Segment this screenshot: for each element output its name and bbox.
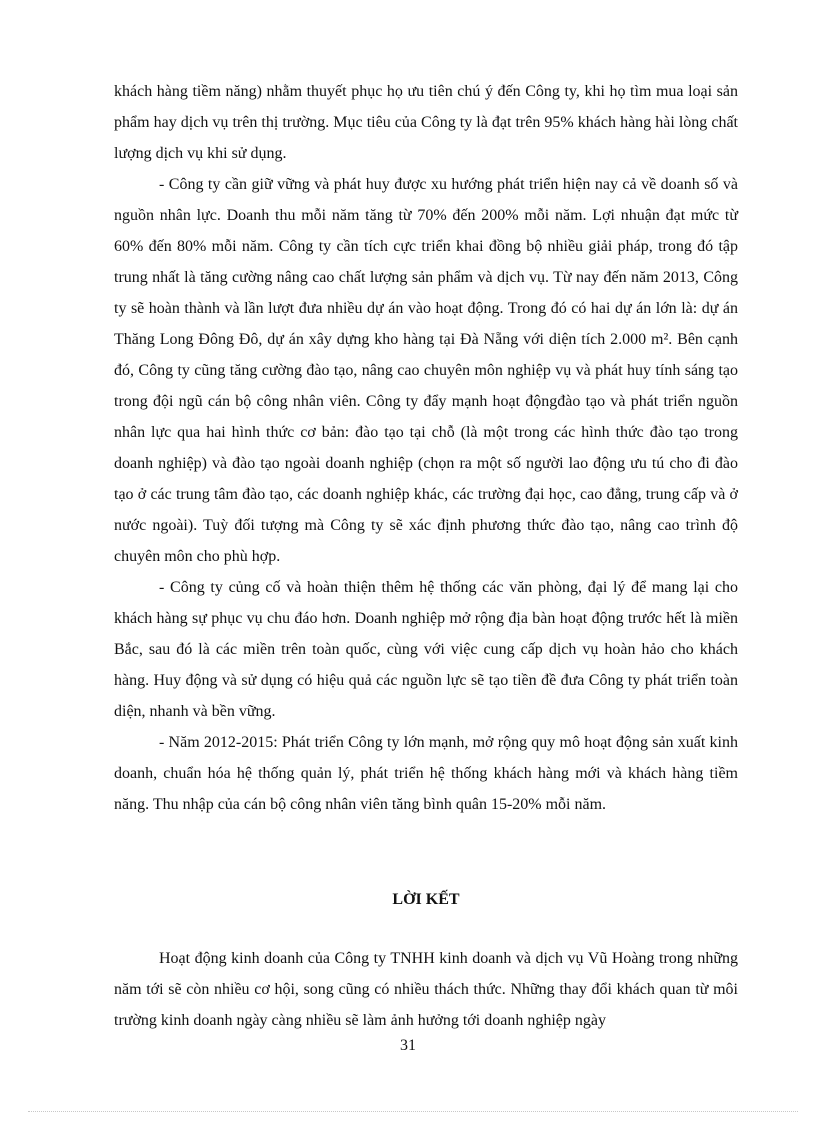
- page-number: 31: [400, 1037, 416, 1054]
- paragraph-growth-targets: - Công ty cần giữ vững và phát huy được xu hướng phát triển hiện nay cả về doanh số và nguồn nhân lực. Doanh thu mỗi năm tăng từ 70% đến 200% mỗi năm. Lợi nhuận đạt mức từ 60% đến 80% mỗi năm. Công ty cần tích cực triển khai đồng bộ nhiều giải pháp, trong đó tập trung nhất là tăng cường nâng cao chất lượng sản phẩm và dịch vụ. Từ nay đến năm 2013, Công ty sẽ hoàn thành và lần lượt đưa nhiều dự án vào hoạt động. Trong đó có hai dự án lớn là: dự án Thăng Long Đông Đô, dự án xây dựng kho hàng tại Đà Nẵng với diện tích 2.000 m². Bên cạnh đó, Công ty cũng tăng cường đào tạo, nâng cao chuyên môn nghiệp vụ và phát huy tính sáng tạo trong đội ngũ cán bộ công nhân viên. Công ty đẩy mạnh hoạt độngđào tạo và phát triển nguồn nhân lực qua hai hình thức cơ bản: đào tạo tại chỗ (là một trong các hình thức đào tạo trong doanh nghiệp) và đào tạo ngoài doanh nghiệp (chọn ra một số người lao động ưu tú cho đi đào tạo ở các trung tâm đào tạo, các doanh nghiệp khác, các trường đại học, cao đẳng, trung cấp và ở nước ngoài). Tuỳ đối tượng mà Công ty sẽ xác định phương thức đào tạo, nâng cao trình độ chuyên môn cho phù hợp.: [114, 176, 738, 565]
- page-bottom-divider: [28, 1111, 798, 1112]
- paragraph-2012-2015-plan: - Năm 2012-2015: Phát triển Công ty lớn mạnh, mở rộng quy mô hoạt động sản xuất kinh doanh, chuẩn hóa hệ thống quản lý, phát triển hệ thống khách hàng mới và khách hàng tiềm năng. Thu nhập của cán bộ công nhân viên tăng bình quân 15-20% mỗi năm.: [114, 734, 738, 813]
- paragraph-continuation: khách hàng tiềm năng) nhằm thuyết phục họ ưu tiên chú ý đến Công ty, khi họ tìm mua loại sản phẩm hay dịch vụ trên thị trường. Mục tiêu của Công ty là đạt trên 95% khách hàng hài lòng chất lượng dịch vụ khi sử dụng.: [114, 83, 738, 162]
- paragraph-office-network: - Công ty củng cố và hoàn thiện thêm hệ thống các văn phòng, đại lý để mang lại cho khách hàng sự phục vụ chu đáo hơn. Doanh nghiệp mở rộng địa bàn hoạt động trước hết là miền Bắc, sau đó là các miền trên toàn quốc, cùng với việc cung cấp dịch vụ hoàn hảo cho khách hàng. Huy động và sử dụng có hiệu quả các nguồn lực sẽ tạo tiền đề đưa Công ty phát triển toàn diện, nhanh và bền vững.: [114, 579, 738, 720]
- section-heading: LỜI KẾT: [392, 891, 460, 908]
- body-text: [114, 76, 738, 820]
- closing-paragraph: Hoạt động kinh doanh của Công ty TNHH kinh doanh và dịch vụ Vũ Hoàng trong những năm tới sẽ còn nhiều cơ hội, song cũng có nhiều thách thức. Những thay đổi khách quan từ môi trường kinh doanh ngày càng nhiều sẽ làm ảnh hưởng tới doanh nghiệp ngày: [114, 950, 738, 1029]
- closing-section: [114, 943, 738, 1036]
